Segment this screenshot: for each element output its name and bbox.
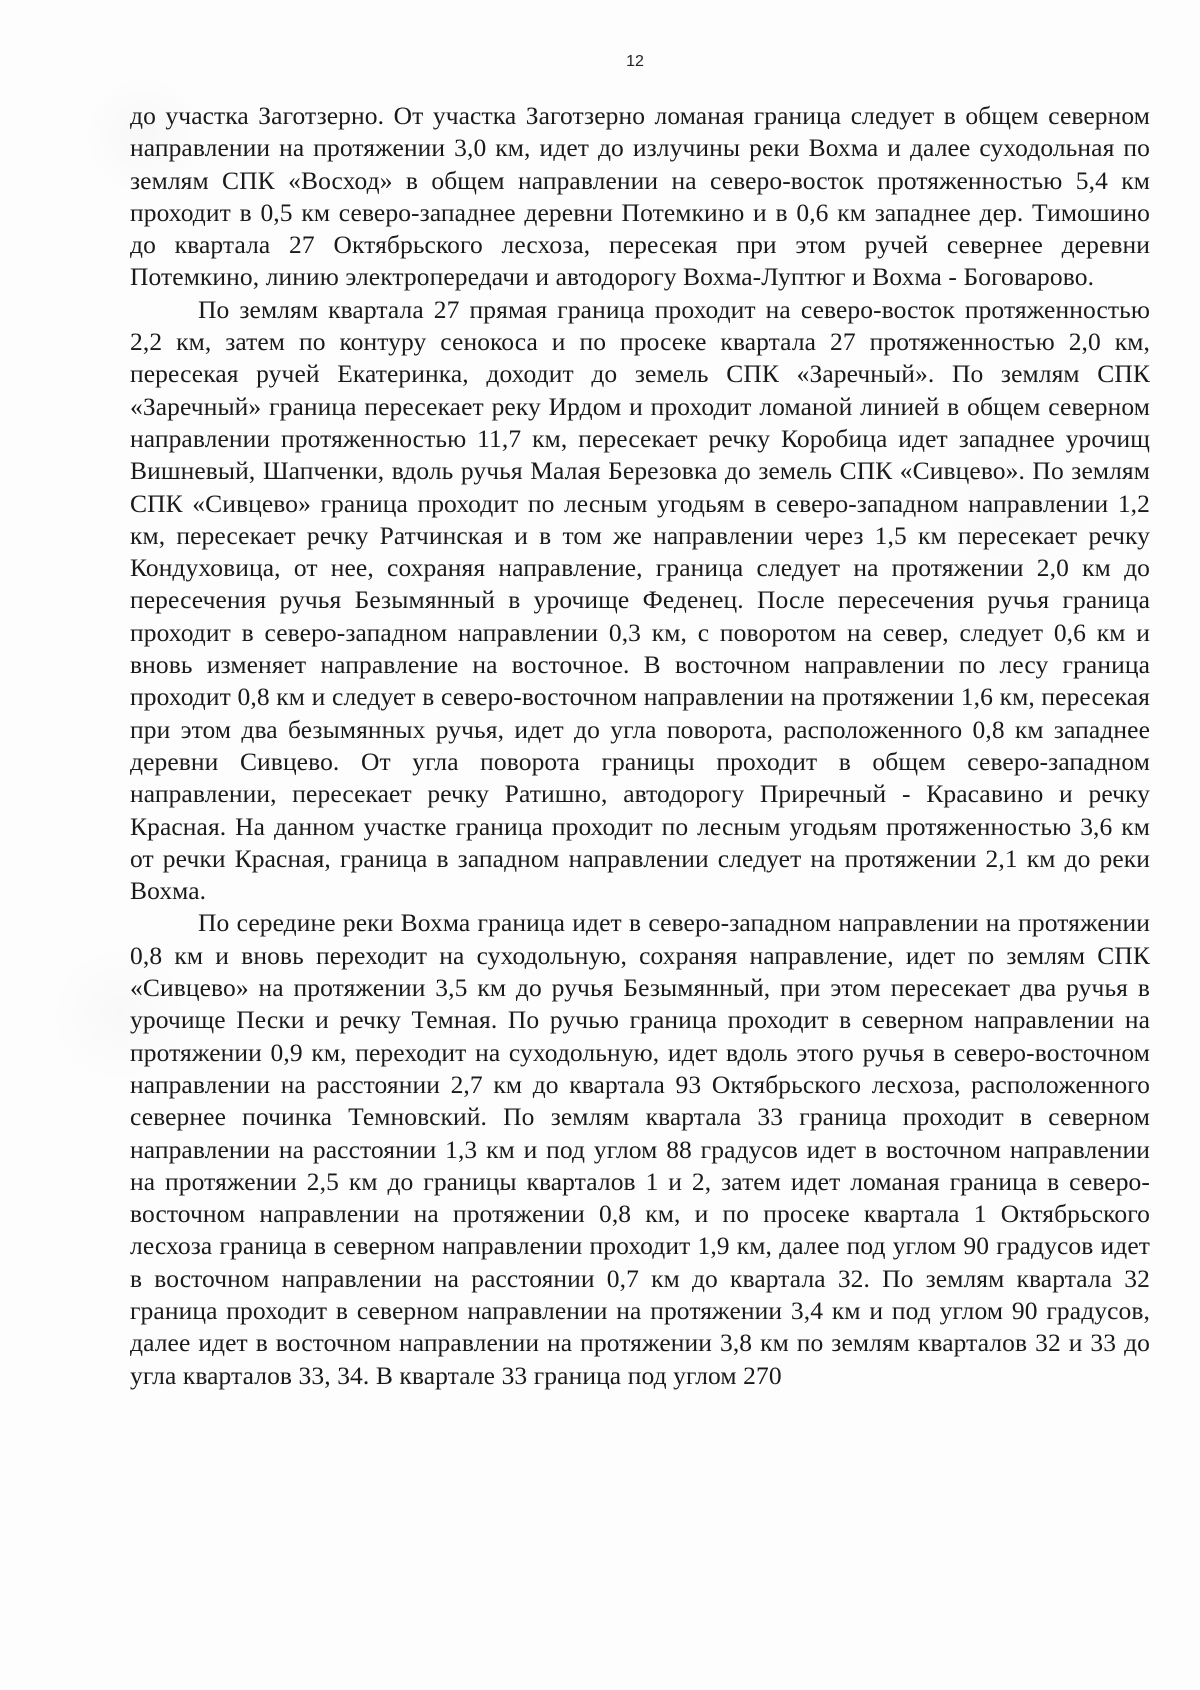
page-number: 12 <box>626 53 644 70</box>
document-body <box>130 100 1150 1392</box>
paragraph-1: до участка Заготзерно. От участка Заготзерно ломаная граница следует в общем северном направлении на протяжении 3,0 км, идет до излучины реки Вохма и далее суходольная по землям СПК «Восход» в общем направлении на северо-восток протяженностью 5,4 км проходит в 0,5 км северо-западнее деревни Потемкино и в 0,6 км западнее дер. Тимошино до квартала 27 Октябрьского лесхоза, пересекая при этом ручей севернее деревни Потемкино, линию электропередачи и автодорогу Вохма-Луптюг и Вохма - Боговарово. <box>130 101 1150 292</box>
paragraph-2: По землям квартала 27 прямая граница проходит на северо-восток протяженностью 2,2 км, затем по контуру сенокоса и по просеке квартала 27 протяженностью 2,0 км, пересекая ручей Екатеринка, доходит до земель СПК «Заречный». По землям СПК «Заречный» граница пересекает реку Ирдом и проходит ломаной линией в общем северном направлении протяженностью 11,7 км, пересекает речку Коробица идет западнее урочищ Вишневый, Шапченки, вдоль ручья Малая Березовка до земель СПК «Сивцево». По землям СПК «Сивцево» граница проходит по лесным угодьям в северо-западном направлении 1,2 км, пересекает речку Ратчинская и в том же направлении через 1,5 км пересекает речку Кондуховица, от нее, сохраняя направление, граница следует на протяжении 2,0 км до пересечения ручья Безымянный в урочище Феденец. После пересечения ручья граница проходит в северо-западном направлении 0,3 км, с поворотом на север, следует 0,6 км и вновь изменяет направление на восточное. В восточном направлении по лесу граница проходит 0,8 км и следует в северо-восточном направлении на протяжении 1,6 км, пересекая при этом два безымянных ручья, идет до угла поворота, расположенного 0,8 км западнее деревни Сивцево. От угла поворота границы проходит в общем северо-западном направлении, пересекает речку Ратишно, автодорогу Приречный - Красавино и речку Красная. На данном участке граница проходит по лесным угодьям протяженностью 3,6 км от речки Красная, граница в западном направлении следует на протяжении 2,1 км до реки Вохма. <box>130 294 1150 906</box>
paragraph-3: По середине реки Вохма граница идет в северо-западном направлении на протяжении 0,8 км и вновь переходит на суходольную, сохраняя направление, идет по землям СПК «Сивцево» на протяжении 3,5 км до ручья Безымянный, при этом пересекает два ручья в урочище Пески и речку Темная. По ручью граница проходит в северном направлении на протяжении 0,9 км, переходит на суходольную, идет вдоль этого ручья в северо-восточном направлении на расстоянии 2,7 км до квартала 93 Октябрьского лесхоза, расположенного севернее починка Темновский. По землям квартала 33 граница проходит в северном направлении на расстоянии 1,3 км и под углом 88 градусов идет в восточном направлении на протяжении 2,5 км до границы кварталов 1 и 2, затем идет ломаная граница в северо-восточном направлении на протяжении 0,8 км, и по просеке квартала 1 Октябрьского лесхоза граница в северном направлении проходит 1,9 км, далее под углом 90 градусов идет в восточном направлении на расстоянии 0,7 км до квартала 32. По землям квартала 32 граница проходит в северном направлении на протяжении 3,4 км и под углом 90 градусов, далее идет в восточном направлении на протяжении 3,8 км по землям кварталов 32 и 33 до угла кварталов 33, 34. В квартале 33 граница под углом 270 <box>130 908 1150 1390</box>
